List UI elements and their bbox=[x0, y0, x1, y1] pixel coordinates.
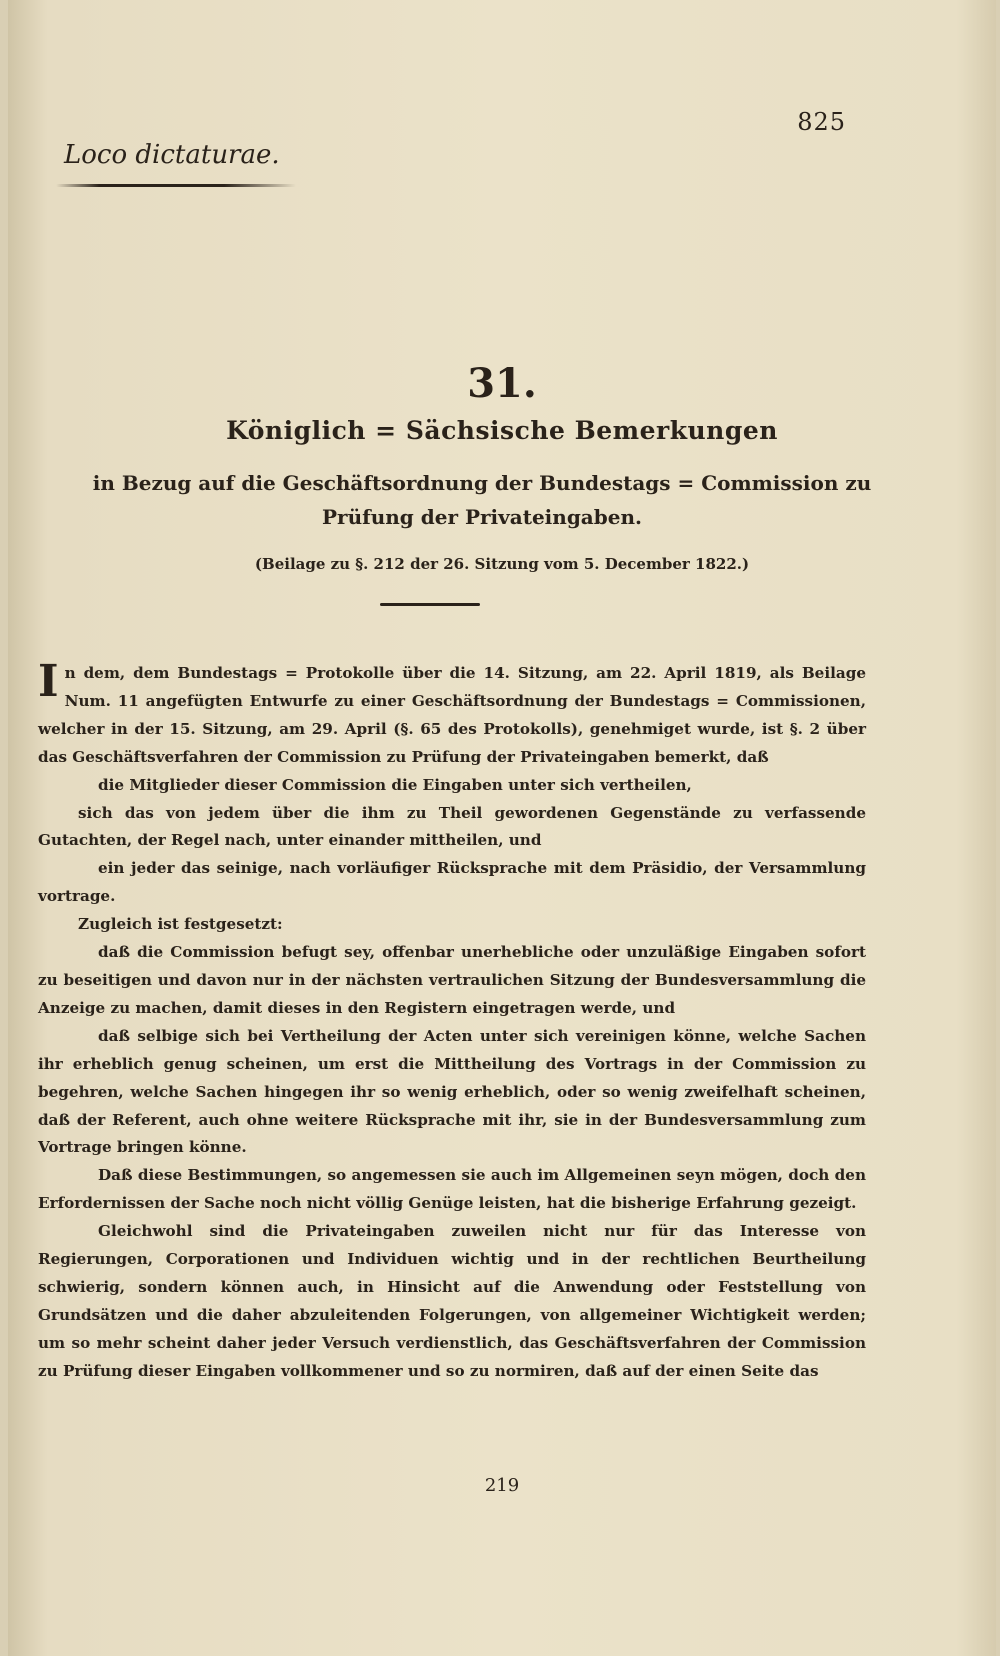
paragraph: ein jeder das seinige, nach vorläufiger Rücksprache mit dem Präsidio, der Versammlung vortrage. bbox=[38, 859, 866, 906]
page-number: 825 bbox=[797, 108, 846, 136]
article-title: Königlich = Sächsische Bemerkungen bbox=[226, 416, 778, 445]
paragraph: Zugleich ist festgesetzt: bbox=[78, 915, 283, 934]
article-subtitle: in Bezug auf die Geschäftsordnung der Bundestags = Commission zu Prüfung der Privateingaben. bbox=[92, 471, 872, 529]
section-rule bbox=[380, 603, 480, 606]
running-head: Loco dictaturae. bbox=[64, 140, 280, 170]
document-page bbox=[8, 0, 996, 1656]
paragraph: daß die Commission befugt sey, offenbar unerhebliche oder unzuläßige Eingaben sofort zu beseitigen und davon nur in der nächsten vertraulichen Sitzung der Bundesversammlung die Anzeige zu machen, damit dieses in den Registern eingetragen werde, und bbox=[38, 943, 866, 1017]
paragraph: Daß diese Bestimmungen, so angemessen sie auch im Allgemeinen seyn mögen, doch den Erfordernissen der Sache noch nicht völlig Genüge leisten, hat die bisherige Erfahrung gezeigt. bbox=[38, 1166, 866, 1213]
header-rule bbox=[56, 184, 296, 187]
paragraph: daß selbige sich bei Vertheilung der Acten unter sich vereinigen könne, welche Sachen ihr erheblich genug scheinen, um erst die Mittheilung des Vortrags in der Commission zu begehren, welche Sachen hingegen ihr so wenig erheblich, oder so wenig zweifelhaft scheinen, daß der Referent, auch ohne weitere Rücksprache mit ihr, sie in der Bundesversammlung zum Vortrage bringen könne. bbox=[38, 1026, 866, 1157]
paragraph bbox=[38, 656, 866, 772]
signature-mark: 219 bbox=[484, 1475, 520, 1496]
paragraph: Gleichwohl sind die Privateingaben zuweilen nicht nur für das Interesse von Regierungen, Corporationen und Individuen wichtig und in der rechtlichen Beurtheilung schwierig, sondern können auch, in Hinsicht auf die Anwendung oder Feststellung von Grundsätzen und die daher abzuleitenden Folgerungen, von allgemeiner Wichtigkeit werden; um so mehr scheint daher jeder Versuch verdienstlich, das Geschäftsverfahren der Commission zu Prüfung dieser Eingaben vollkommener und so zu normiren, daß auf der einen Seite das bbox=[38, 1222, 866, 1380]
body-text bbox=[38, 656, 866, 1386]
drop-initial: I bbox=[38, 656, 59, 707]
attachment-note: (Beilage zu §. 212 der 26. Sitzung vom 5. December 1822.) bbox=[254, 555, 750, 573]
article-number: 31. bbox=[467, 360, 537, 407]
paragraph: sich das von jedem über die ihm zu Theil gewordenen Gegenstände zu verfassende Gutachten, der Regel nach, unter einander mittheilen, und bbox=[38, 803, 866, 850]
paragraph-text: n dem, dem Bundestags = Protokolle über die 14. Sitzung, am 22. April 1819, als Beilage Num. 11 angefügten Entwurfe zu einer Geschäftsordnung der Bundestags = Commissionen, welcher in der 15. Sitzung, am 29. April (§. 65 des Protokolls), genehmiget wurde, ist §. 2 über das Geschäftsverfahren der Commission zu Prüfung der Privateingaben bemerkt, daß bbox=[38, 664, 866, 766]
paragraph: die Mitglieder dieser Commission die Eingaben unter sich vertheilen, bbox=[98, 775, 692, 794]
